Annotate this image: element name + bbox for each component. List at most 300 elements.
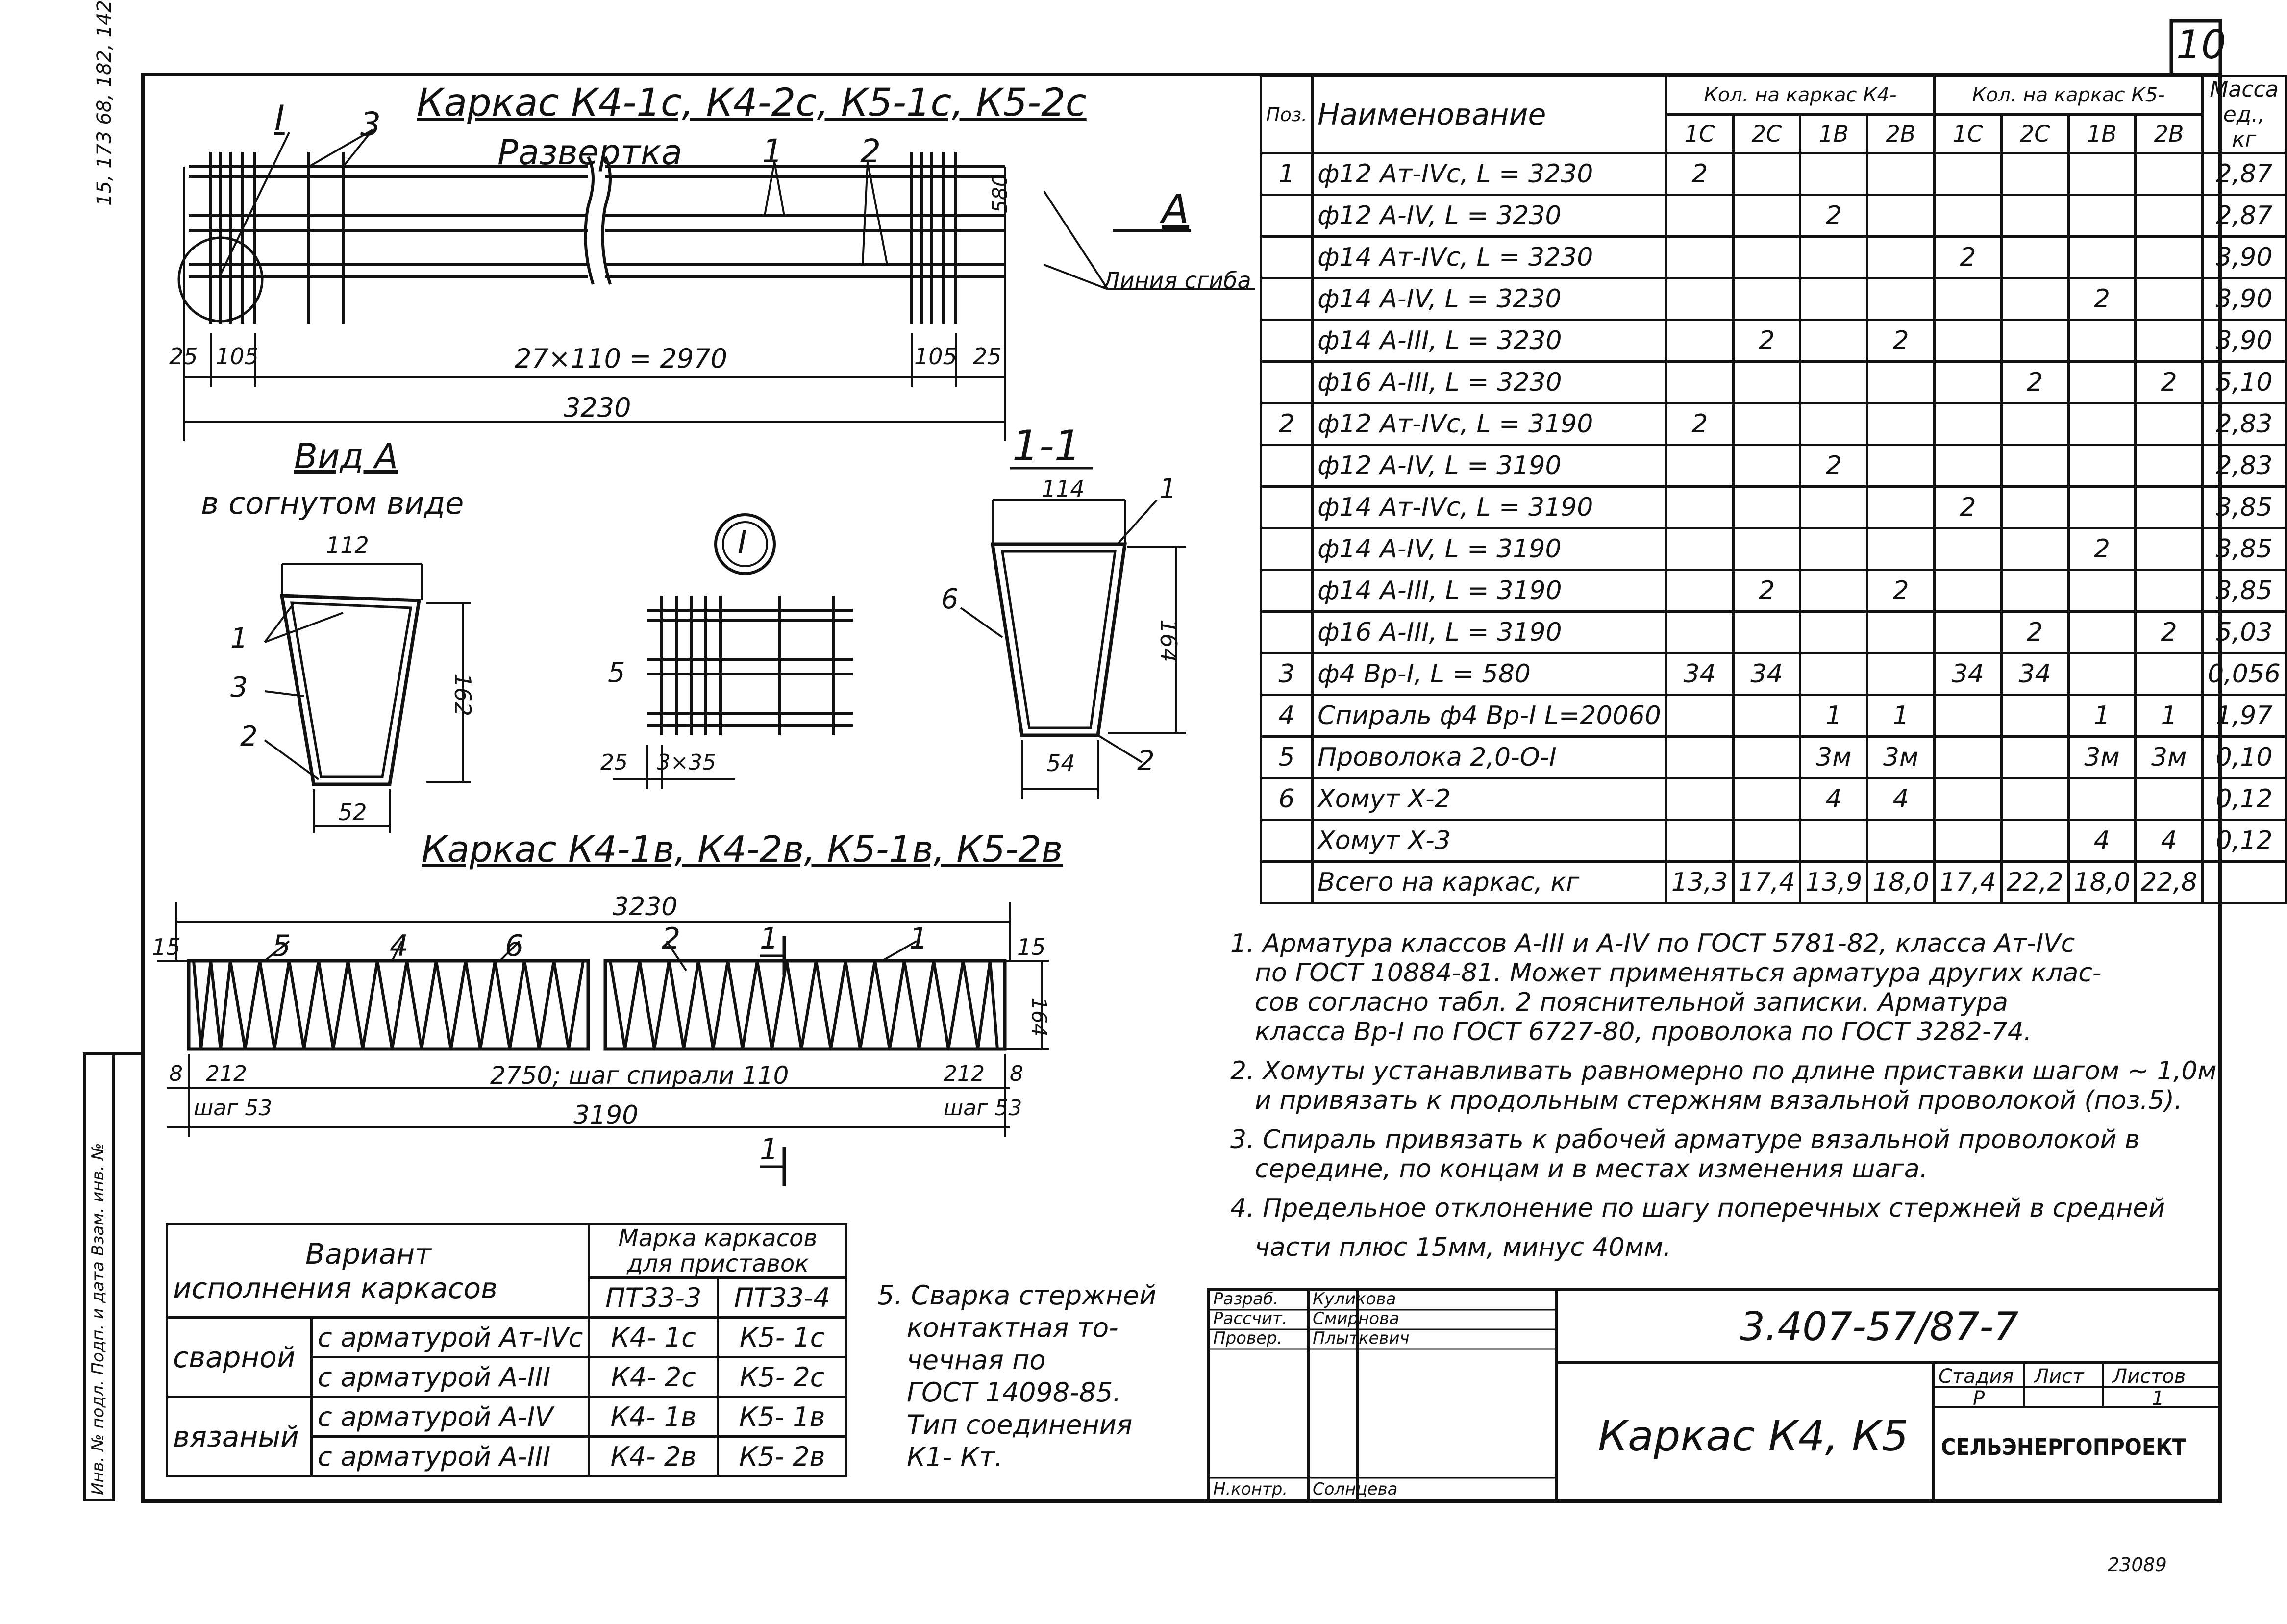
spec-qty [2136, 445, 2203, 487]
spec-qty [2001, 570, 2068, 612]
spec-qty [1800, 528, 1867, 570]
bottom-label-4: 4 [390, 929, 409, 963]
spec-qty [2001, 278, 2068, 320]
spec-pos [1261, 195, 1313, 237]
spec-qty [1934, 362, 2001, 403]
note-5-line: 5. Сварка стержней [877, 1280, 1157, 1311]
spec-row [1261, 820, 2286, 862]
dim-mid: 27×110 = 2970 [515, 343, 728, 374]
view-a-label: А [1162, 186, 1190, 233]
variant-header-1: Вариант [305, 1237, 432, 1271]
spec-qty [1800, 820, 1867, 862]
dim-105-right: 105 [914, 343, 957, 370]
spec-qty [1666, 778, 1733, 820]
spec-qty [2001, 778, 2068, 820]
view-a-label-3: 3 [230, 672, 248, 703]
spec-qty: 2 [1733, 570, 1800, 612]
spec-qty: 13,9 [1800, 862, 1867, 903]
spec-pos [1261, 862, 1313, 903]
spec-mass: 2,83 [2203, 403, 2286, 445]
spec-header-name: Наименование [1313, 76, 1666, 153]
note-line: 1. Арматура классов А-III и А-IV по ГОСТ 5781-82, класса Ат-IVс [1230, 929, 2075, 958]
spec-name: ф14 А-IV, L = 3190 [1313, 528, 1666, 570]
spec-qty: 4 [1800, 778, 1867, 820]
spec-qty [1934, 737, 2001, 778]
spec-qty [1934, 445, 2001, 487]
sheet-number: 10 [2176, 22, 2226, 68]
title-bottom: Каркас К4-1в, К4-2в, К5-1в, К5-2в [422, 828, 1063, 871]
detail-dim-25: 25 [600, 750, 628, 775]
spec-mass: 3,90 [2203, 278, 2286, 320]
section-label-6: 6 [941, 583, 959, 615]
spec-qty [1733, 487, 1800, 528]
spec-qty [1867, 820, 1935, 862]
spec-qty [1800, 653, 1867, 695]
spec-pos [1261, 278, 1313, 320]
note-5 [877, 1279, 1156, 1474]
variant-table [166, 1223, 847, 1477]
spec-qty [2068, 153, 2136, 195]
spec-qty: 2 [1800, 195, 1867, 237]
note-5-line: чечная по [907, 1345, 1046, 1375]
spec-qty [1733, 820, 1800, 862]
spec-qty [2136, 528, 2203, 570]
bottom-label-2: 2 [662, 922, 681, 956]
variant-row-2-b: К5- 2с [718, 1357, 846, 1397]
spec-qty [1800, 278, 1867, 320]
spec-header-k4: Кол. на каркас К4- [1666, 76, 1934, 115]
role-2: Рассчит. [1213, 1309, 1288, 1328]
organization: СЕЛЬЭНЕРГОПРОЕКТ [1941, 1434, 2187, 1460]
note-line: класса Вр-I по ГОСТ 6727-80, проволока по ГОСТ 3282-74. [1255, 1017, 2032, 1047]
view-a-dim-162: 162 [449, 673, 476, 716]
variant-row-4-a: К4- 2в [589, 1437, 718, 1476]
spec-qty [2068, 403, 2136, 445]
spec-qty [1867, 153, 1935, 195]
sheets-value: 1 [2152, 1387, 2164, 1410]
spec-qty: 1 [1867, 695, 1935, 737]
detail-dim-5: 5 [608, 657, 625, 689]
spec-name: Хомут Х-2 [1313, 778, 1666, 820]
spec-qty: 2 [1800, 445, 1867, 487]
spec-qty [1934, 820, 2001, 862]
spec-qty [2136, 487, 2203, 528]
spec-qty [1867, 612, 1935, 653]
spec-qty [1934, 403, 2001, 445]
spec-qty: 2 [1934, 487, 2001, 528]
section-label-1: 1 [1159, 473, 1177, 505]
person-3: Плыткевич [1313, 1328, 1410, 1348]
spec-row [1261, 320, 2286, 362]
spec-qty [1934, 570, 2001, 612]
spec-mass: 0,12 [2203, 820, 2286, 862]
spec-qty [1867, 278, 1935, 320]
spec-qty [1733, 403, 1800, 445]
spec-name: ф16 А-III, L = 3190 [1313, 612, 1666, 653]
detail-callout: I [738, 525, 747, 561]
spec-qty [2068, 487, 2136, 528]
spec-qty [2001, 403, 2068, 445]
copy-number: 23089 [2108, 1554, 2167, 1575]
spec-qty: 3м [1800, 737, 1867, 778]
sheets-header: Листов [2113, 1365, 2186, 1388]
spec-qty [1733, 695, 1800, 737]
spec-subheader: 2С [2001, 115, 2068, 153]
spec-qty: 34 [2001, 653, 2068, 695]
bottom-step-right: шаг 53 [944, 1096, 1022, 1121]
spec-qty [1666, 695, 1733, 737]
spec-qty [1666, 237, 1733, 278]
spec-qty [2068, 570, 2136, 612]
spec-qty [1733, 195, 1800, 237]
spec-mass: 0,056 [2203, 653, 2286, 695]
title-block-persons [1313, 1289, 1410, 1348]
spec-qty [2001, 737, 2068, 778]
spec-qty: 2 [1867, 320, 1935, 362]
spec-qty [1867, 237, 1935, 278]
dim-left-stack: 15, 173 68, 182, 142 [93, 0, 116, 206]
spec-qty: 2 [2136, 612, 2203, 653]
note-5-line: Тип соединения [907, 1409, 1133, 1440]
dim-105-left: 105 [216, 343, 259, 370]
spec-qty [1800, 570, 1867, 612]
spec-qty [2136, 403, 2203, 445]
title-top: Каркас К4-1с, К4-2с, К5-1с, К5-2с [417, 81, 1087, 125]
bottom-step-left: шаг 53 [194, 1096, 273, 1121]
spec-subheader: 1С [1666, 115, 1733, 153]
spec-mass: 2,87 [2203, 195, 2286, 237]
spec-pos [1261, 487, 1313, 528]
variant-row-1-b: К5- 1с [718, 1318, 846, 1357]
bottom-label-1: 1 [909, 922, 928, 956]
spec-qty: 3м [2136, 737, 2203, 778]
spec-qty [1666, 195, 1733, 237]
spec-header-k5: Кол. на каркас К5- [1934, 76, 2202, 115]
spec-qty [2001, 237, 2068, 278]
spec-qty: 18,0 [1867, 862, 1935, 903]
spec-mass: 3,90 [2203, 237, 2286, 278]
variant-row-1-label: с арматурой Ат-IVс [312, 1318, 589, 1357]
spec-qty [1733, 362, 1800, 403]
spec-name: ф4 Вр-I, L = 580 [1313, 653, 1666, 695]
variant-row-3-a: К4- 1в [589, 1397, 718, 1437]
leader-label-3: 3 [360, 105, 381, 143]
leader-label-I: I [274, 98, 285, 138]
spec-pos [1261, 237, 1313, 278]
spec-row [1261, 570, 2286, 612]
variant-welded: сварной [167, 1318, 312, 1397]
spec-qty [1934, 278, 2001, 320]
spec-qty [1733, 778, 1800, 820]
spec-qty [2136, 570, 2203, 612]
role-3: Провер. [1213, 1328, 1283, 1348]
spec-qty [1800, 612, 1867, 653]
spec-qty: 3м [1867, 737, 1935, 778]
spec-qty [1666, 737, 1733, 778]
bottom-dim-212-left: 212 [206, 1061, 247, 1086]
spec-qty [2068, 195, 2136, 237]
spec-qty: 4 [2136, 820, 2203, 862]
bottom-dim-15-left: 15 [152, 934, 181, 960]
spec-qty [1934, 320, 2001, 362]
spec-subheader: 2В [2136, 115, 2203, 153]
title-block-roles [1213, 1289, 1288, 1348]
spec-qty [1733, 278, 1800, 320]
side-stamp: Инв. № подл. Подп. и дата Взам. инв. № [88, 1143, 108, 1495]
spec-qty [1800, 320, 1867, 362]
spec-qty: 1 [1800, 695, 1867, 737]
dim-580: 580 [988, 174, 1012, 213]
role-4: Н.контр. [1213, 1479, 1288, 1499]
view-a-title: Вид А [294, 436, 398, 476]
spec-row [1261, 737, 2286, 778]
spec-name: ф14 А-III, L = 3230 [1313, 320, 1666, 362]
dim-25-right: 25 [973, 343, 1002, 370]
spec-mass: 0,10 [2203, 737, 2286, 778]
spec-qty [1666, 570, 1733, 612]
spec-row [1261, 403, 2286, 445]
spec-mass: 0,12 [2203, 778, 2286, 820]
bend-line-label: Линия сгиба [1103, 267, 1251, 294]
spec-qty: 2 [1867, 570, 1935, 612]
note-5-line: контактная то- [907, 1312, 1119, 1343]
spec-qty [2001, 153, 2068, 195]
variant-header-2: исполнения каркасов [173, 1271, 498, 1305]
spec-qty: 2 [1934, 237, 2001, 278]
section-dim-114: 114 [1042, 475, 1085, 502]
spec-qty [1934, 778, 2001, 820]
spec-qty: 22,2 [2001, 862, 2068, 903]
note-5-line: ГОСТ 14098-85. [907, 1377, 1121, 1408]
spec-mass: 5,10 [2203, 362, 2286, 403]
bottom-label-6: 6 [505, 929, 524, 963]
spec-qty [2068, 362, 2136, 403]
spec-row [1261, 862, 2286, 903]
spec-mass: 3,85 [2203, 528, 2286, 570]
spec-qty [2001, 445, 2068, 487]
spec-qty: 18,0 [2068, 862, 2136, 903]
spec-qty [1934, 695, 2001, 737]
spec-qty [2001, 528, 2068, 570]
spec-qty [1800, 487, 1867, 528]
view-a-dim-112: 112 [326, 532, 369, 558]
spec-mass: 3,85 [2203, 487, 2286, 528]
spec-row [1261, 612, 2286, 653]
spec-qty: 2 [1666, 403, 1733, 445]
spec-qty: 22,8 [2136, 862, 2203, 903]
spec-row [1261, 445, 2286, 487]
spec-qty: 2 [2068, 278, 2136, 320]
spec-mass: 5,03 [2203, 612, 2286, 653]
bottom-dim-mid: 2750; шаг спирали 110 [490, 1061, 789, 1090]
spec-subheader: 1В [1800, 115, 1867, 153]
spec-qty [1733, 737, 1800, 778]
detail-dim-3x35: 3×35 [657, 750, 716, 775]
spec-qty [1800, 403, 1867, 445]
spec-row [1261, 653, 2286, 695]
spec-qty [1733, 612, 1800, 653]
spec-name: Спираль ф4 Вр-I L=20060 [1313, 695, 1666, 737]
spec-qty [1733, 445, 1800, 487]
spec-row [1261, 237, 2286, 278]
spec-subheader: 2С [1733, 115, 1800, 153]
spec-qty: 17,4 [1934, 862, 2001, 903]
spec-qty [1867, 195, 1935, 237]
spec-qty [2001, 487, 2068, 528]
variant-col-a: ПТ33-3 [589, 1278, 718, 1318]
spec-row [1261, 695, 2286, 737]
spec-qty [1666, 820, 1733, 862]
bottom-cut-1-bottom: 1 [760, 1132, 779, 1167]
stage-header: Стадия [1939, 1365, 2014, 1388]
bottom-label-5: 5 [272, 929, 291, 963]
spec-mass [2203, 862, 2286, 903]
spec-qty [1733, 153, 1800, 195]
spec-subheader: 2В [1867, 115, 1935, 153]
spec-qty [2068, 612, 2136, 653]
spec-qty: 1 [2136, 695, 2203, 737]
bottom-dim-164: 164 [1027, 997, 1051, 1037]
spec-name: ф14 Ат-IVс, L = 3230 [1313, 237, 1666, 278]
leader-label-2: 2 [860, 132, 881, 170]
spec-qty: 4 [2068, 820, 2136, 862]
section-dim-164: 164 [1155, 619, 1182, 662]
spec-row [1261, 153, 2286, 195]
variant-row-4-b: К5- 2в [718, 1437, 846, 1476]
section-label-2: 2 [1137, 745, 1155, 777]
spec-qty [2136, 653, 2203, 695]
spec-mass: 1,97 [2203, 695, 2286, 737]
spec-qty: 2 [2136, 362, 2203, 403]
note-line: по ГОСТ 10884-81. Может применяться арматура других клас- [1255, 958, 2102, 988]
spec-qty [1934, 195, 2001, 237]
spec-pos: 1 [1261, 153, 1313, 195]
document-code: 3.407-57/87-7 [1740, 1304, 2019, 1349]
spec-name: Хомут Х-3 [1313, 820, 1666, 862]
bottom-dim-15-right: 15 [1017, 934, 1046, 960]
spec-qty [1934, 528, 2001, 570]
spec-qty [2068, 237, 2136, 278]
note-5-line: К1- Кт. [907, 1442, 1003, 1473]
note-line: 3. Спираль привязать к рабочей арматуре вязальной проволокой в [1230, 1125, 2140, 1154]
spec-qty [1934, 612, 2001, 653]
spec-qty: 34 [1666, 653, 1733, 695]
variant-row-3-label: с арматурой А-IV [312, 1397, 589, 1437]
spec-pos [1261, 362, 1313, 403]
spec-qty [1800, 153, 1867, 195]
variant-header [167, 1224, 589, 1318]
note-line: 2. Хомуты устанавливать равномерно по длине приставки шагом ~ 1,0м [1230, 1056, 2217, 1086]
spec-pos [1261, 612, 1313, 653]
spec-qty [2136, 195, 2203, 237]
spec-qty [2136, 778, 2203, 820]
note-line: и привязать к продольным стержням вязальной проволокой (поз.5). [1255, 1086, 2183, 1115]
spec-qty: 2 [2001, 612, 2068, 653]
person-2: Смирнова [1313, 1309, 1399, 1328]
spec-qty [2001, 320, 2068, 362]
spec-name: ф16 А-III, L = 3230 [1313, 362, 1666, 403]
spec-name: ф12 А-IV, L = 3230 [1313, 195, 1666, 237]
spec-qty [2136, 320, 2203, 362]
view-a-label-2: 2 [240, 721, 258, 752]
spec-qty: 4 [1867, 778, 1935, 820]
spec-name: ф12 Ат-IVс, L = 3230 [1313, 153, 1666, 195]
spec-qty: 34 [1733, 653, 1800, 695]
spec-pos [1261, 570, 1313, 612]
person-4: Солнцева [1313, 1479, 1398, 1499]
bottom-dim-8-left: 8 [169, 1061, 183, 1086]
view-a-subtitle: в согнутом виде [201, 485, 464, 521]
spec-qty [1733, 528, 1800, 570]
role-1: Разраб. [1213, 1289, 1279, 1309]
view-a-drawing [265, 564, 471, 833]
spec-qty [1867, 487, 1935, 528]
spec-qty [2068, 445, 2136, 487]
spec-qty: 2 [2068, 528, 2136, 570]
spec-pos: 6 [1261, 778, 1313, 820]
section-title: 1-1 [1012, 422, 1081, 471]
spec-qty [1934, 153, 2001, 195]
spec-row [1261, 278, 2286, 320]
variant-row-3-b: К5- 1в [718, 1397, 846, 1437]
spec-qty [1666, 320, 1733, 362]
spec-name: ф14 А-III, L = 3190 [1313, 570, 1666, 612]
spec-header-pos: Поз. [1261, 76, 1313, 153]
spec-header-mass: Масса ед., кг [2203, 76, 2286, 153]
spec-row [1261, 195, 2286, 237]
spec-subheader: 1В [2068, 115, 2136, 153]
dim-25-left: 25 [169, 343, 198, 370]
spec-qty [2068, 320, 2136, 362]
variant-tied: вязаный [167, 1397, 312, 1476]
bottom-dim-212-right: 212 [944, 1061, 985, 1086]
note-line: середине, по концам и в местах изменения шага. [1255, 1154, 1928, 1184]
spec-qty [2136, 278, 2203, 320]
spec-qty [2136, 153, 2203, 195]
development-drawing [179, 130, 1255, 441]
spec-qty: 2 [2001, 362, 2068, 403]
spec-qty: 1 [2068, 695, 2136, 737]
person-1: Куликова [1313, 1289, 1396, 1309]
spec-qty [1867, 528, 1935, 570]
spec-qty [2068, 778, 2136, 820]
subtitle-top: Развертка [497, 132, 683, 173]
spec-row [1261, 362, 2286, 403]
spec-qty [1867, 445, 1935, 487]
spec-pos: 5 [1261, 737, 1313, 778]
spec-pos: 3 [1261, 653, 1313, 695]
variant-header-3: Марка каркасов для приставок [589, 1224, 846, 1278]
spec-mass: 2,87 [2203, 153, 2286, 195]
spec-qty [1867, 653, 1935, 695]
spec-pos [1261, 820, 1313, 862]
spec-qty: 34 [1934, 653, 2001, 695]
detail-i-drawing [613, 515, 853, 789]
bottom-cut-1-top: 1 [760, 922, 779, 956]
leader-label-1: 1 [762, 132, 783, 170]
variant-col-b: ПТ33-4 [718, 1278, 846, 1318]
spec-subheader: 1С [1934, 115, 2001, 153]
variant-row-2-a: К4- 2с [589, 1357, 718, 1397]
variant-row-4-label: с арматурой А-III [312, 1437, 589, 1476]
document-name: Каркас К4, К5 [1598, 1412, 1909, 1461]
spec-name: ф14 Ат-IVс, L = 3190 [1313, 487, 1666, 528]
spec-name: Проволока 2,0-О-I [1313, 737, 1666, 778]
spec-mass: 2,83 [2203, 445, 2286, 487]
spec-pos [1261, 528, 1313, 570]
spec-qty [2001, 820, 2068, 862]
spec-name: ф14 А-IV, L = 3230 [1313, 278, 1666, 320]
